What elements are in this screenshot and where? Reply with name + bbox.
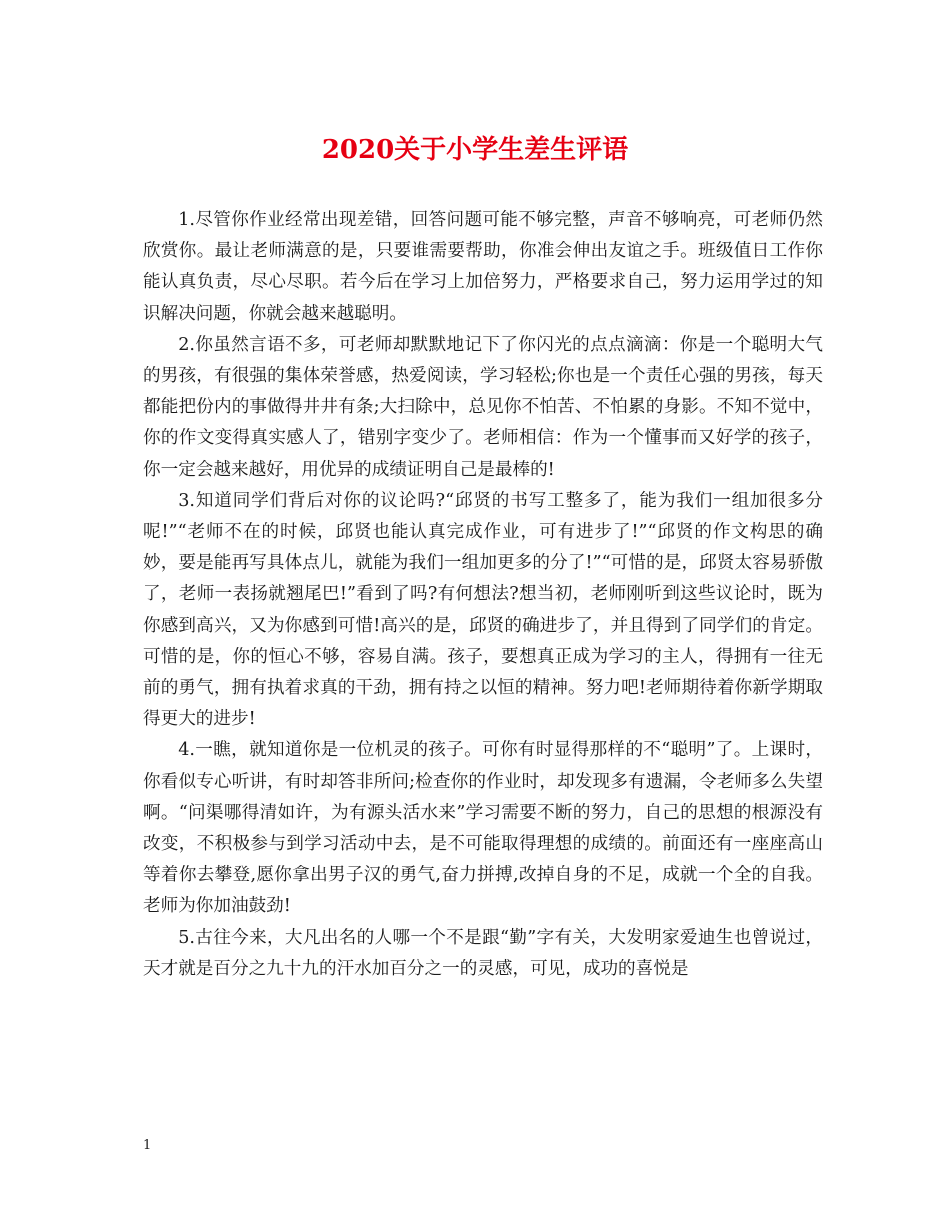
paragraph-2: 2.你虽然言语不多，可老师却默默地记下了你闪光的点点滴滴：你是一个聪明大气的男孩，有很强的集体荣誉感，热爱阅读，学习轻松;你也是一个责任心强的男孩，每天都能把份内的事做得井井有条;大扫除中，总见你不怕苦、不怕累的身影。不知不觉中，你的作文变得真实感人了，错别字变少了。老师相信：作为一个懂事而又好学的孩子，你一定会越来越好，用优异的成绩证明自己是最棒的! [143,334,823,480]
paragraph-4: 4.一瞧，就知道你是一位机灵的孩子。可你有时显得那样的不“聪明”了。上课时，你看似专心听讲，有时却答非所问;检查你的作业时，却发现多有遗漏，令老师多么失望啊。“问渠哪得清如许，为有源头活水来”学习需要不断的努力，自己的思想的根源没有改变，不积极参与到学习活动中去，是不可能取得理想的成绩的。前面还有一座座高山等着你去攀登,愿你拿出男子汉的勇气,奋力拼搏,改掉自身的不足，成就一个全的自我。老师为你加油鼓劲! [143,740,823,917]
paragraph-1: 1.尽管你作业经常出现差错，回答问题可能不够完整，声音不够响亮，可老师仍然欣赏你。最让老师满意的是，只要谁需要帮助，你准会伸出友谊之手。班级值日工作你能认真负责，尽心尽职。若今后在学习上加倍努力，严格要求自己，努力运用学过的知识解决问题，你就会越来越聪明。 [143,210,823,324]
page-number: 1 [143,1138,152,1153]
paragraph-5: 5.古往今来，大凡出名的人哪一个不是跟“勤”字有关，大发明家爱迪生也曾说过，天才就是百分之九十九的汗水加百分之一的灵感，可见，成功的喜悦是 [143,927,823,979]
paragraph-3: 3.知道同学们背后对你的议论吗?“邱贤的书写工整多了，能为我们一组加很多分呢!”“老师不在的时候，邱贤也能认真完成作业，可有进步了!”“邱贤的作文构思的确妙，要是能再写具体点儿，就能为我们一组加更多的分了!”“可惜的是，邱贤太容易骄傲了，老师一表扬就翘尾巴!”看到了吗?有何想法?想当初，老师刚听到这些议论时，既为你感到高兴，又为你感到可惜!高兴的是，邱贤的确进步了，并且得到了同学们的肯定。可惜的是，你的恒心不够，容易自满。孩子，要想真正成为学习的主人，得拥有一往无前的勇气，拥有执着求真的干劲，拥有持之以恒的精神。努力吧!老师期待着你新学期取得更大的进步! [143,490,823,730]
page-title: 2020关于小学生差生评语 [321,135,629,165]
document-body [143,205,823,985]
